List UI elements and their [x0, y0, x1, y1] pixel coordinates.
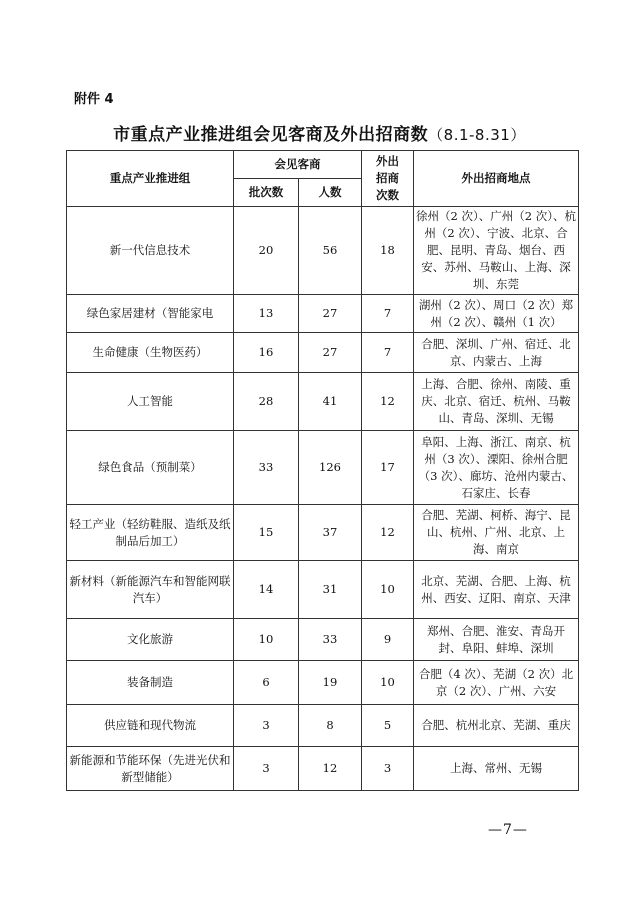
row-places: 合肥、深圳、广州、宿迁、北京、内蒙古、上海 [414, 333, 579, 373]
table-row [67, 705, 579, 747]
row-people: 27 [299, 333, 362, 373]
row-batches: 3 [234, 747, 299, 791]
table-row [67, 619, 579, 661]
attachment-label: 附件 4 [74, 92, 114, 107]
row-people: 56 [299, 207, 362, 295]
row-trips: 7 [362, 333, 414, 373]
page-number: —7— [488, 822, 528, 838]
row-trips: 7 [362, 295, 414, 333]
row-group: 装备制造 [67, 661, 234, 705]
header-trips: 外出招商次数 [362, 151, 414, 207]
row-group: 新能源和节能环保（先进光伏和新型储能） [67, 747, 234, 791]
header-places: 外出招商地点 [414, 151, 579, 207]
row-batches: 28 [234, 373, 299, 431]
row-places: 上海、合肥、徐州、南陵、重庆、北京、宿迁、杭州、马鞍山、青岛、深圳、无锡 [414, 373, 579, 431]
row-places: 郑州、合肥、淮安、青岛开封、阜阳、蚌埠、深圳 [414, 619, 579, 661]
row-trips: 17 [362, 431, 414, 505]
table-row [67, 747, 579, 791]
table-row [67, 561, 579, 619]
table-row [67, 505, 579, 561]
row-batches: 20 [234, 207, 299, 295]
row-batches: 16 [234, 333, 299, 373]
row-people: 126 [299, 431, 362, 505]
row-group: 生命健康（生物医药） [67, 333, 234, 373]
row-trips: 12 [362, 373, 414, 431]
row-group: 绿色家居建材（智能家电 [67, 295, 234, 333]
header-batches: 批次数 [234, 179, 299, 207]
row-people: 27 [299, 295, 362, 333]
row-people: 31 [299, 561, 362, 619]
row-places: 徐州（2 次）、广州（2 次）、杭州（2 次）、宁波、北京、合肥、昆明、青岛、烟台、西安、苏州、马鞍山、上海、深圳、东莞 [414, 207, 579, 295]
header-people: 人数 [299, 179, 362, 207]
row-people: 8 [299, 705, 362, 747]
row-people: 41 [299, 373, 362, 431]
header-group: 重点产业推进组 [67, 151, 234, 207]
row-group: 人工智能 [67, 373, 234, 431]
row-batches: 15 [234, 505, 299, 561]
table-row [67, 431, 579, 505]
row-group: 文化旅游 [67, 619, 234, 661]
row-group: 供应链和现代物流 [67, 705, 234, 747]
row-trips: 10 [362, 561, 414, 619]
row-trips: 12 [362, 505, 414, 561]
row-people: 33 [299, 619, 362, 661]
row-places: 上海、常州、无锡 [414, 747, 579, 791]
title-main: 市重点产业推进组会见客商及外出招商数 [113, 125, 429, 145]
statistics-table [66, 150, 579, 791]
header-meet-clients: 会见客商 [234, 151, 362, 179]
row-places: 合肥、芜湖、柯桥、海宁、昆山、杭州、广州、北京、上海、南京 [414, 505, 579, 561]
row-people: 12 [299, 747, 362, 791]
row-places: 阜阳、上海、浙江、南京、杭州（3 次）、溧阳、徐州合肥（3 次）、廊坊、沧州内蒙古、石家庄、长春 [414, 431, 579, 505]
table-row [67, 333, 579, 373]
row-batches: 33 [234, 431, 299, 505]
row-batches: 10 [234, 619, 299, 661]
row-trips: 3 [362, 747, 414, 791]
row-trips: 9 [362, 619, 414, 661]
row-people: 37 [299, 505, 362, 561]
table-row [67, 661, 579, 705]
table-row [67, 295, 579, 333]
table-row [67, 373, 579, 431]
row-places: 合肥（4 次）、芜湖（2 次）北京（2 次）、广州、六安 [414, 661, 579, 705]
row-group: 新材料（新能源汽车和智能网联汽车） [67, 561, 234, 619]
row-places: 湖州（2 次）、周口（2 次）郑州（2 次）、赣州（1 次） [414, 295, 579, 333]
row-batches: 6 [234, 661, 299, 705]
row-trips: 18 [362, 207, 414, 295]
page-title [0, 120, 639, 145]
row-group: 新一代信息技术 [67, 207, 234, 295]
row-batches: 14 [234, 561, 299, 619]
row-batches: 13 [234, 295, 299, 333]
row-trips: 5 [362, 705, 414, 747]
row-places: 北京、芜湖、合肥、上海、杭州、西安、辽阳、南京、天津 [414, 561, 579, 619]
row-people: 19 [299, 661, 362, 705]
table-row [67, 207, 579, 295]
row-batches: 3 [234, 705, 299, 747]
row-trips: 10 [362, 661, 414, 705]
row-places: 合肥、杭州北京、芜湖、重庆 [414, 705, 579, 747]
row-group: 轻工产业（轻纺鞋服、造纸及纸制品后加工） [67, 505, 234, 561]
title-date-range: （8.1-8.31） [428, 126, 526, 144]
row-group: 绿色食品（预制菜） [67, 431, 234, 505]
